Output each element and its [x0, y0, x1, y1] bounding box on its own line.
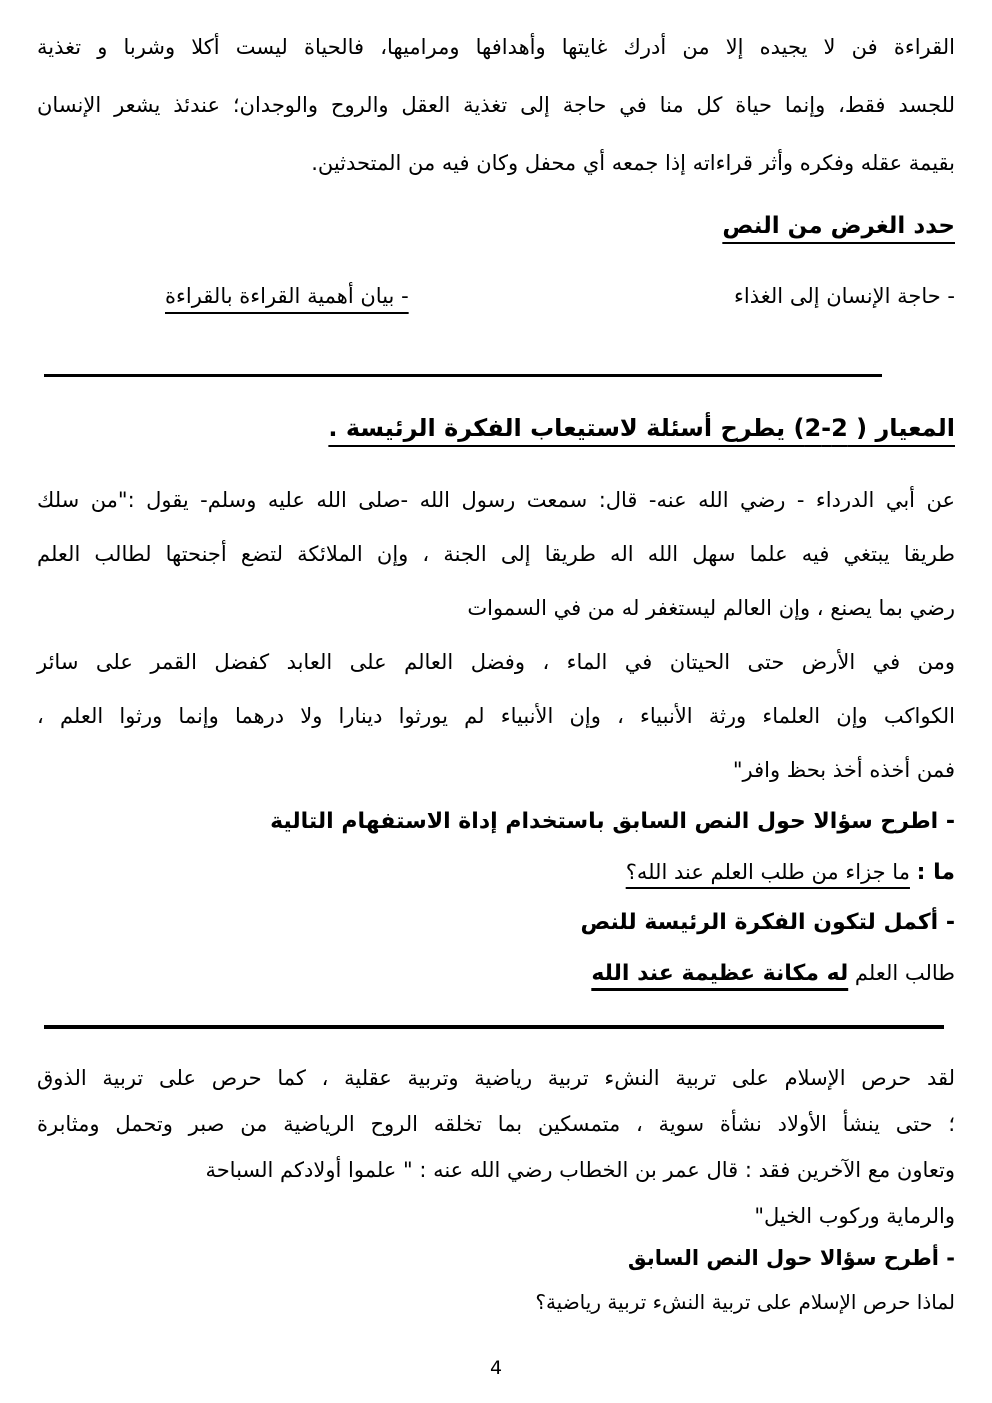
purpose-heading [37, 206, 955, 246]
intro-line: القراءة فن لا يجيده إلا من أدرك غايتها وأهدافها ومراميها، فالحياة ليست أكلا وشربا و تغذية [37, 35, 955, 59]
hadith-line: عن أبي الدرداء - رضي الله عنه- قال: سمعت رسول الله -صلى الله عليه وسلم- يقول :"من سلك [37, 488, 955, 512]
hadith-line: طريقا يبتغي فيه علما سهل الله اله طريقا إلى الجنة ، وإن الملائكة لتضع أجنحتها لطالب العلم [37, 542, 955, 566]
task-complete-idea: - أكمل لتكون الفكرة الرئيسة للنص [580, 910, 955, 935]
question-line [37, 847, 955, 898]
main-idea-line [37, 948, 955, 999]
sports-line: والرماية وركوب الخيل" [754, 1204, 955, 1228]
sports-task: - أطرح سؤالا حول النص السابق [627, 1246, 955, 1270]
purpose-option-reading: - بيان أهمية القراءة بالقراءة [165, 284, 409, 308]
intro-paragraph [37, 18, 955, 192]
sports-line: ؛ حتى ينشأ الأولاد نشأة سوية ، متمسكين بما تخلقه الروح الرياضية من صبر وتحمل ومثابرة [37, 1112, 955, 1136]
sports-question: لماذا حرص الإسلام على تربية النشء تربية رياضية؟ [535, 1290, 955, 1314]
task-pose-question: - اطرح سؤالا حول النص السابق باستخدام إداة الاستفهام التالية [270, 809, 955, 834]
sports-line: وتعاون مع الآخرين فقد : قال عمر بن الخطاب رضي الله عنه : " علموا أولادكم السباحة [205, 1158, 955, 1182]
student-question: ما جزاء من طلب العلم عند الله؟ [625, 860, 910, 884]
intro-line: بقيمة عقله وفكره وأثر قراءاته إذا جمعه أي محفل وكان فيه من المتحدثين. [311, 151, 955, 175]
page-number: 4 [489, 1357, 503, 1379]
standard-heading-text: المعيار ( 2-2) يطرح أسئلة لاستيعاب الفكرة الرئيسة . [328, 414, 955, 442]
main-idea-start: طالب العلم [854, 961, 955, 985]
hadith-line: ومن في الأرض حتى الحيتان في الماء ، وفضل العالم على العابد كفضل القمر على سائر [37, 650, 955, 674]
hadith-line: فمن أخذه أخذ بحظ وافر" [732, 758, 955, 782]
section-divider [44, 374, 882, 377]
purpose-option-food: - حاجة الإنسان إلى الغذاء [734, 284, 955, 308]
sports-paragraph [37, 1055, 955, 1239]
sports-line: لقد حرص الإسلام على تربية النشء تربية رياضية وتربية عقلية ، كما حرص على تربية الذوق [37, 1066, 955, 1090]
intro-line: للجسد فقط، وإنما حياة كل منا في حاجة إلى تغذية العقل والروح والوجدان؛ عندئذ يشعر الإنسان [37, 93, 955, 117]
purpose-options [37, 276, 955, 316]
hadith-line: رضي بما يصنع ، وإن العالم ليستغفر له من في السموات [467, 596, 955, 620]
hadith-paragraph [37, 473, 955, 797]
purpose-heading-text: حدد الغرض من النص [722, 213, 955, 239]
interrogative-prefix: ما : [916, 860, 955, 885]
standard-heading [37, 405, 955, 451]
hadith-line: الكواكب وإن العلماء ورثة الأنبياء ، وإن الأنبياء لم يورثوا دينارا ولا درهما وإنما ورثوا العلم ، [37, 704, 955, 728]
main-idea-completion: له مكانة عظيمة عند الله [591, 961, 849, 986]
section-divider-thick [44, 1025, 944, 1029]
